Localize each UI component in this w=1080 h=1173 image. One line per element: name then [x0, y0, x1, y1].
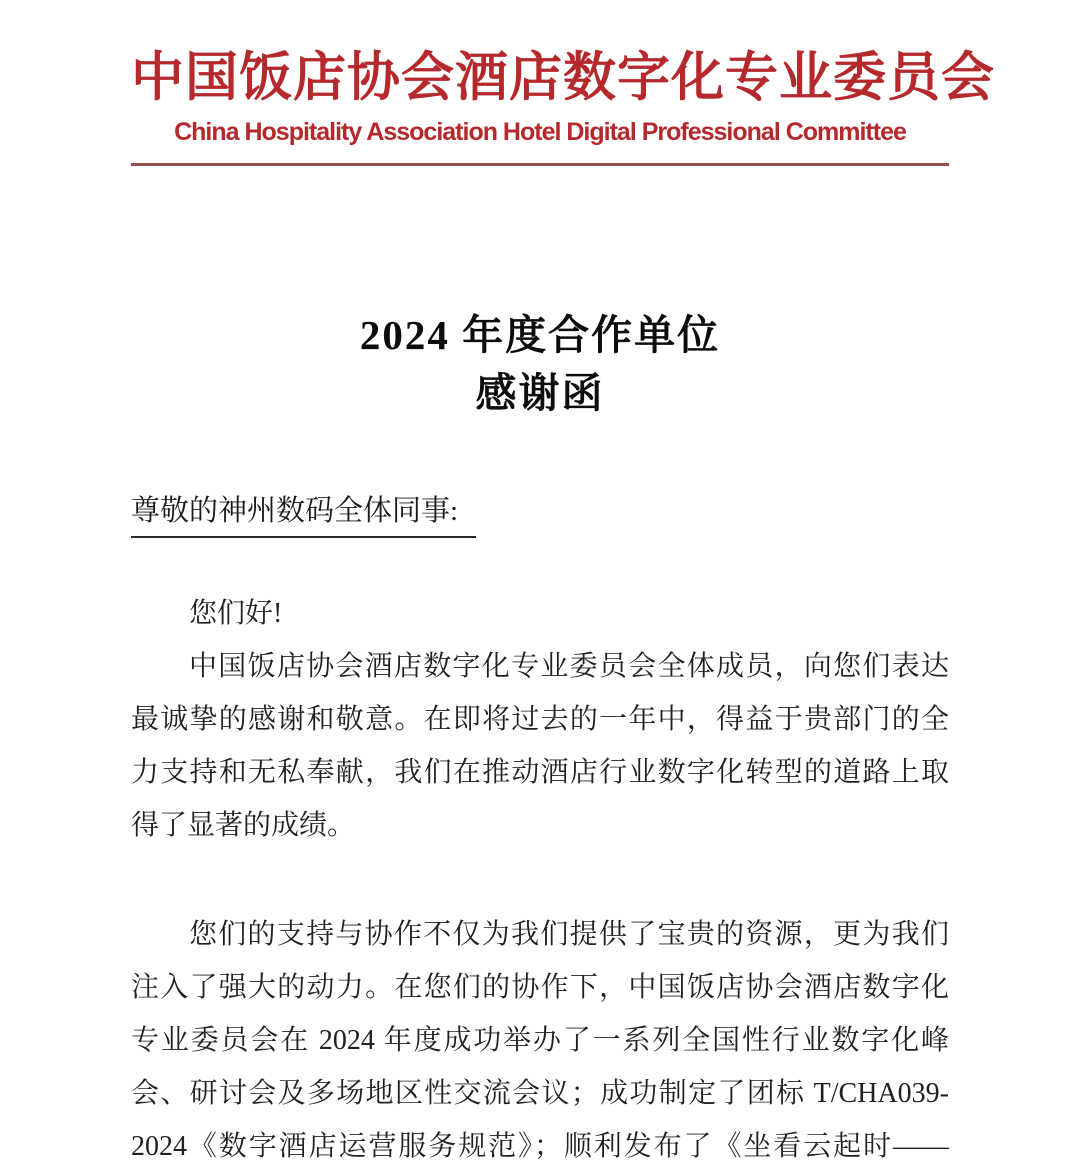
- body-line: 您们的支持与协作不仅为我们提供了宝贵的资源，更为我们: [189, 919, 949, 950]
- salutation-text: 尊敬的神州数码全体同事:: [131, 488, 476, 538]
- letterhead-rule: [131, 163, 949, 166]
- letter-body: [131, 587, 949, 1173]
- body-line: 力支持和无私奉献，我们在推动酒店行业数字化转型的道路上取: [131, 757, 949, 788]
- org-name-zh: 中国饭店协会酒店数字化专业委员会: [131, 49, 995, 107]
- body-line: 得了显著的成绩。: [131, 810, 356, 841]
- body-line: 中国饭店协会酒店数字化专业委员会全体成员，向您们表达: [189, 651, 949, 682]
- salutation: [131, 488, 949, 538]
- letter-title: [131, 306, 949, 422]
- body-line: 最诚挚的感谢和敬意。在即将过去的一年中，得益于贵部门的全: [131, 704, 949, 735]
- letter-title-line1: 2024 年度合作单位: [359, 312, 721, 358]
- paragraph-2: [131, 908, 949, 1173]
- letter-sheet: [131, 0, 995, 1173]
- paragraph-1: [131, 640, 949, 852]
- body-line: 2024《数字酒店运营服务规范》；顺利发布了《坐看云起时——: [131, 1131, 949, 1162]
- body-line: 专业委员会在 2024 年度成功举办了一系列全国性行业数字化峰: [131, 1025, 949, 1056]
- org-name-en: China Hospitality Association Hotel Digital Professional Committee: [174, 118, 906, 146]
- body-line: 会、研讨会及多场地区性交流会议；成功制定了团标 T/CHA039-: [131, 1078, 949, 1109]
- greeting-line: 您们好!: [189, 598, 283, 629]
- body-line: 注入了强大的动力。在您们的协作下，中国饭店协会酒店数字化: [131, 972, 949, 1003]
- letter-title-line2: 感谢函: [475, 370, 605, 416]
